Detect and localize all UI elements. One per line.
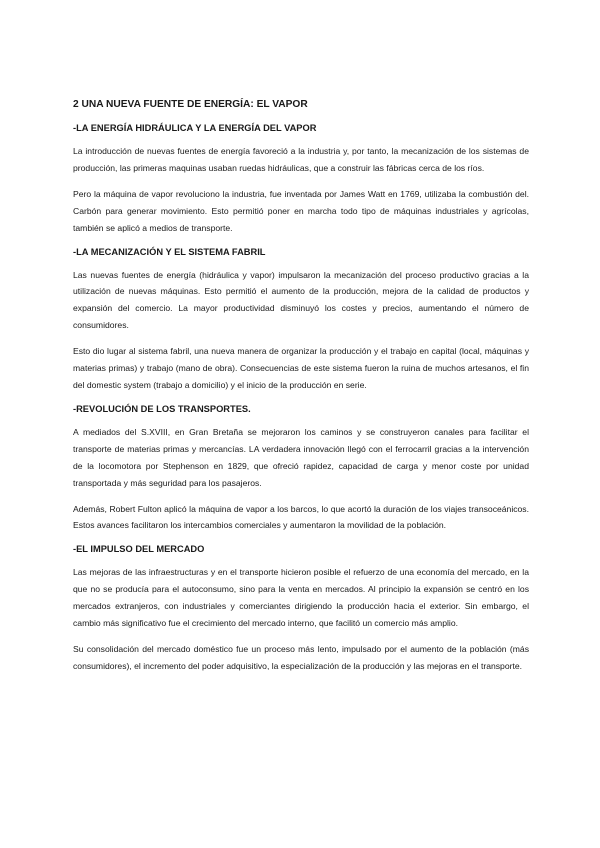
section-transportes bbox=[73, 403, 529, 534]
section-mecanizacion bbox=[73, 246, 529, 394]
section-energia bbox=[73, 122, 529, 237]
section-heading: -LA MECANIZACIÓN Y EL SISTEMA FABRIL bbox=[73, 246, 266, 257]
paragraph: Su consolidación del mercado doméstico fue un proceso más lento, impulsado por el aumento de la población (más consumidores), el incremento del poder adquisitivo, la especialización de la producción y las mejoras en el transporte. bbox=[73, 643, 529, 671]
paragraph: Las nuevas fuentes de energía (hidráulica y vapor) impulsaron la mecanización del proceso productivo gracias a la utilización de nuevas máquinas. Esto permitió el aumento de la producción, mejora de la calidad de productos y expansión del comercio. La mayor productividad disminuyó los costes y precios, aumentando el número de consumidores. bbox=[73, 269, 529, 331]
paragraph: Esto dio lugar al sistema fabril, una nueva manera de organizar la producción y el trabajo en capital (local, máquinas y materias primas) y trabajo (mano de obra). Consecuencias de este sistema fueron la ruina de muchos artesanos, el fin del domestic system (trabajo a domicilio) y el inicio de la producción en serie. bbox=[73, 346, 529, 390]
section-heading: -EL IMPULSO DEL MERCADO bbox=[73, 544, 205, 555]
document-title: 2 UNA NUEVA FUENTE DE ENERGÍA: EL VAPOR bbox=[73, 99, 308, 110]
paragraph: Además, Robert Fulton aplicó la máquina de vapor a los barcos, lo que acortó la duración de los viajes transoceánicos. Estos avances facilitaron los intercambios comerciales y aumentaron la movilidad de la población. bbox=[73, 503, 529, 531]
section-heading: -LA ENERGÍA HIDRÁULICA Y LA ENERGÍA DEL VAPOR bbox=[73, 123, 317, 133]
paragraph: Pero la máquina de vapor revoluciono la industria, fue inventada por James Watt en 1769, utilizaba la combustión del. Carbón para generar movimiento. Esto permitió poner en marcha todo tipo de máquinas industriales y agrícolas, también se aplicó a medios de transporte. bbox=[73, 188, 529, 233]
paragraph: A mediados del S.XVIII, en Gran Bretaña se mejoraron los caminos y se construyeron canales para facilitar el transporte de materias primas y mercancías. LA verdadera innovación llegó con el ferrocarril gracias a la intervención de la locomotora por Stephenson en 1829, que ofreció rapidez, capacidad de carga y menor coste por unidad transportada y más seguridad para los pasajeros. bbox=[73, 426, 529, 488]
paragraph: Las mejoras de las infraestructuras y en el transporte hicieron posible el refuerzo de una economía del mercado, en la que no se producía para el autoconsumo, sino para la venta en mercados. Al principio la expansión se centró en los mercados extranjeros, con industriales y comerciantes dirigiendo la producción hacia el exterior. Sin embargo, el cambio más significativo fue el crecimiento del mercado interno, que facilitó un comercio más amplio. bbox=[73, 567, 529, 629]
paragraph: La introducción de nuevas fuentes de energía favoreció a la industria y, por tanto, la mecanización de los sistemas de producción, las primeras maquinas usaban ruedas hidráulicas, que a construir las fábricas cerca de los ríos. bbox=[73, 146, 529, 173]
section-mercado bbox=[73, 543, 529, 674]
document-page bbox=[73, 98, 529, 684]
section-heading: -REVOLUCIÓN DE LOS TRANSPORTES. bbox=[73, 403, 251, 414]
